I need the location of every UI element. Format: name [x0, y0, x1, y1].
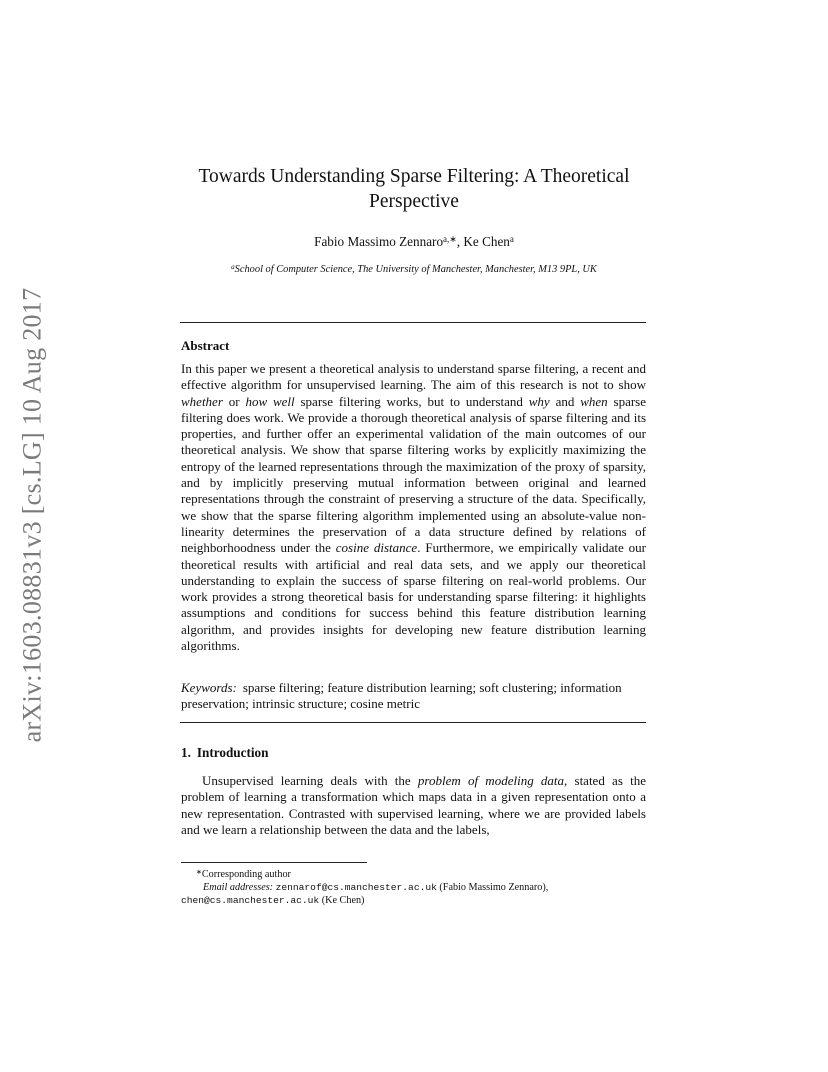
- corresponding-author-text: Corresponding author: [201, 869, 291, 880]
- author-separator: ,: [456, 234, 464, 249]
- author-list: [150, 234, 678, 250]
- affiliation: [150, 264, 678, 275]
- section-title: Introduction: [196, 745, 269, 760]
- abstract-body: [181, 361, 646, 654]
- intro-text-2: , stated as the problem of learning a transformation which maps data in a given representation onto a new representation. Contrasted with supervised learning, where we are provided labels and we learn a relationship between the data and the labels,: [181, 773, 646, 837]
- email-link-zennaro[interactable]: zennarof@cs.manchester.ac.uk: [275, 882, 437, 894]
- abstract-text-4: and: [549, 393, 581, 409]
- abstract-text-1: In this paper we present a theoretical analysis to understand sparse filtering, a recent and effective algorithm for unsupervised learning. The aim of this research is not to show: [181, 361, 646, 393]
- abstract-emphasis-4: when: [580, 393, 608, 409]
- footnotes: [181, 868, 646, 908]
- author-1-name: Fabio Massimo Zennaro: [314, 234, 444, 249]
- title-line-1: Towards Understanding Sparse Filtering: A Theoretical: [198, 166, 630, 187]
- title-line-2: Perspective: [369, 191, 459, 212]
- section-number: 1.: [181, 745, 191, 760]
- abstract-emphasis-1: whether: [181, 393, 223, 409]
- affiliation-text: School of Computer Science, The University of Manchester, Manchester, M13 9PL, UK: [234, 264, 597, 275]
- footnote-corresponding: [181, 868, 646, 881]
- abstract-emphasis-2: how well: [245, 393, 295, 409]
- email-label: Email addresses:: [203, 882, 274, 894]
- introduction-paragraph: [181, 773, 646, 838]
- abstract-text-5: sparse filtering does work. We provide a thorough theoretical analysis of sparse filtering and its properties, and further offer an experimental validation of the main outcomes of our theoretical analysis. We show that sparse filtering works by explicitly maximizing the entropy of the learned representations through the maximization of the proxy of sparsity, and by implicitly preserving mutual information between original and learned representations through the constraint of preserving a structure of the data. Specifically, we show that the sparse filtering algorithm implemented using an absolute-value non-linearity determines the preservation of a data structure defined by relations of neighborhoodness under the: [181, 393, 646, 556]
- email-owner-zennaro: (Fabio Massimo Zennaro),: [436, 882, 549, 894]
- abstract-top-rule: [180, 322, 646, 323]
- email-owner-chen: (Ke Chen): [319, 895, 365, 907]
- email-link-chen[interactable]: chen@cs.manchester.ac.uk: [181, 895, 320, 907]
- keywords: [181, 680, 646, 713]
- abstract-text-6: . Furthermore, we empirically validate our theoretical results with artificial and real data sets, and we apply our theoretical understanding to explain the success of sparse filtering on real-world problems. Our work provides a strong theoretical basis for understanding sparse filtering: it highlights assumptions and conditions for success behind this feature distribution learning algorithm, and provides insights for developing new feature distribution learning algorithms.: [181, 540, 646, 654]
- footnote-marker: ∗: [196, 868, 202, 876]
- abstract-bottom-rule: [180, 722, 646, 723]
- paper-title: [150, 164, 678, 214]
- section-heading-introduction: [181, 745, 268, 761]
- footnote-email-line: [181, 881, 646, 894]
- keywords-text: sparse filtering; feature distribution learning; soft clustering; information preservation; intrinsic structure; cosine metric: [181, 680, 622, 712]
- footnote-rule: [181, 862, 367, 863]
- footnote-email-line-2: [181, 894, 646, 907]
- abstract-heading: Abstract: [181, 338, 230, 353]
- arxiv-stamp-text: arXiv:1603.08831v3 [cs.LG] 10 Aug 2017: [17, 287, 47, 743]
- author-1-superscript: a,∗: [443, 233, 457, 244]
- abstract-emphasis-3: why: [528, 393, 550, 409]
- abstract-text-2: or: [222, 393, 246, 409]
- keywords-label: Keywords:: [181, 680, 237, 695]
- intro-text-1: Unsupervised learning deals with the: [202, 773, 418, 788]
- intro-emphasis-1: problem of modeling data: [417, 773, 565, 788]
- arxiv-identifier-stamp: [12, 272, 52, 758]
- affiliation-superscript: a: [231, 262, 235, 271]
- author-2-superscript: a: [509, 233, 514, 244]
- abstract-text-3: sparse filtering works, but to understand: [294, 393, 529, 409]
- author-2-name: Ke Chen: [463, 234, 510, 249]
- abstract-emphasis-5: cosine distance: [335, 540, 418, 556]
